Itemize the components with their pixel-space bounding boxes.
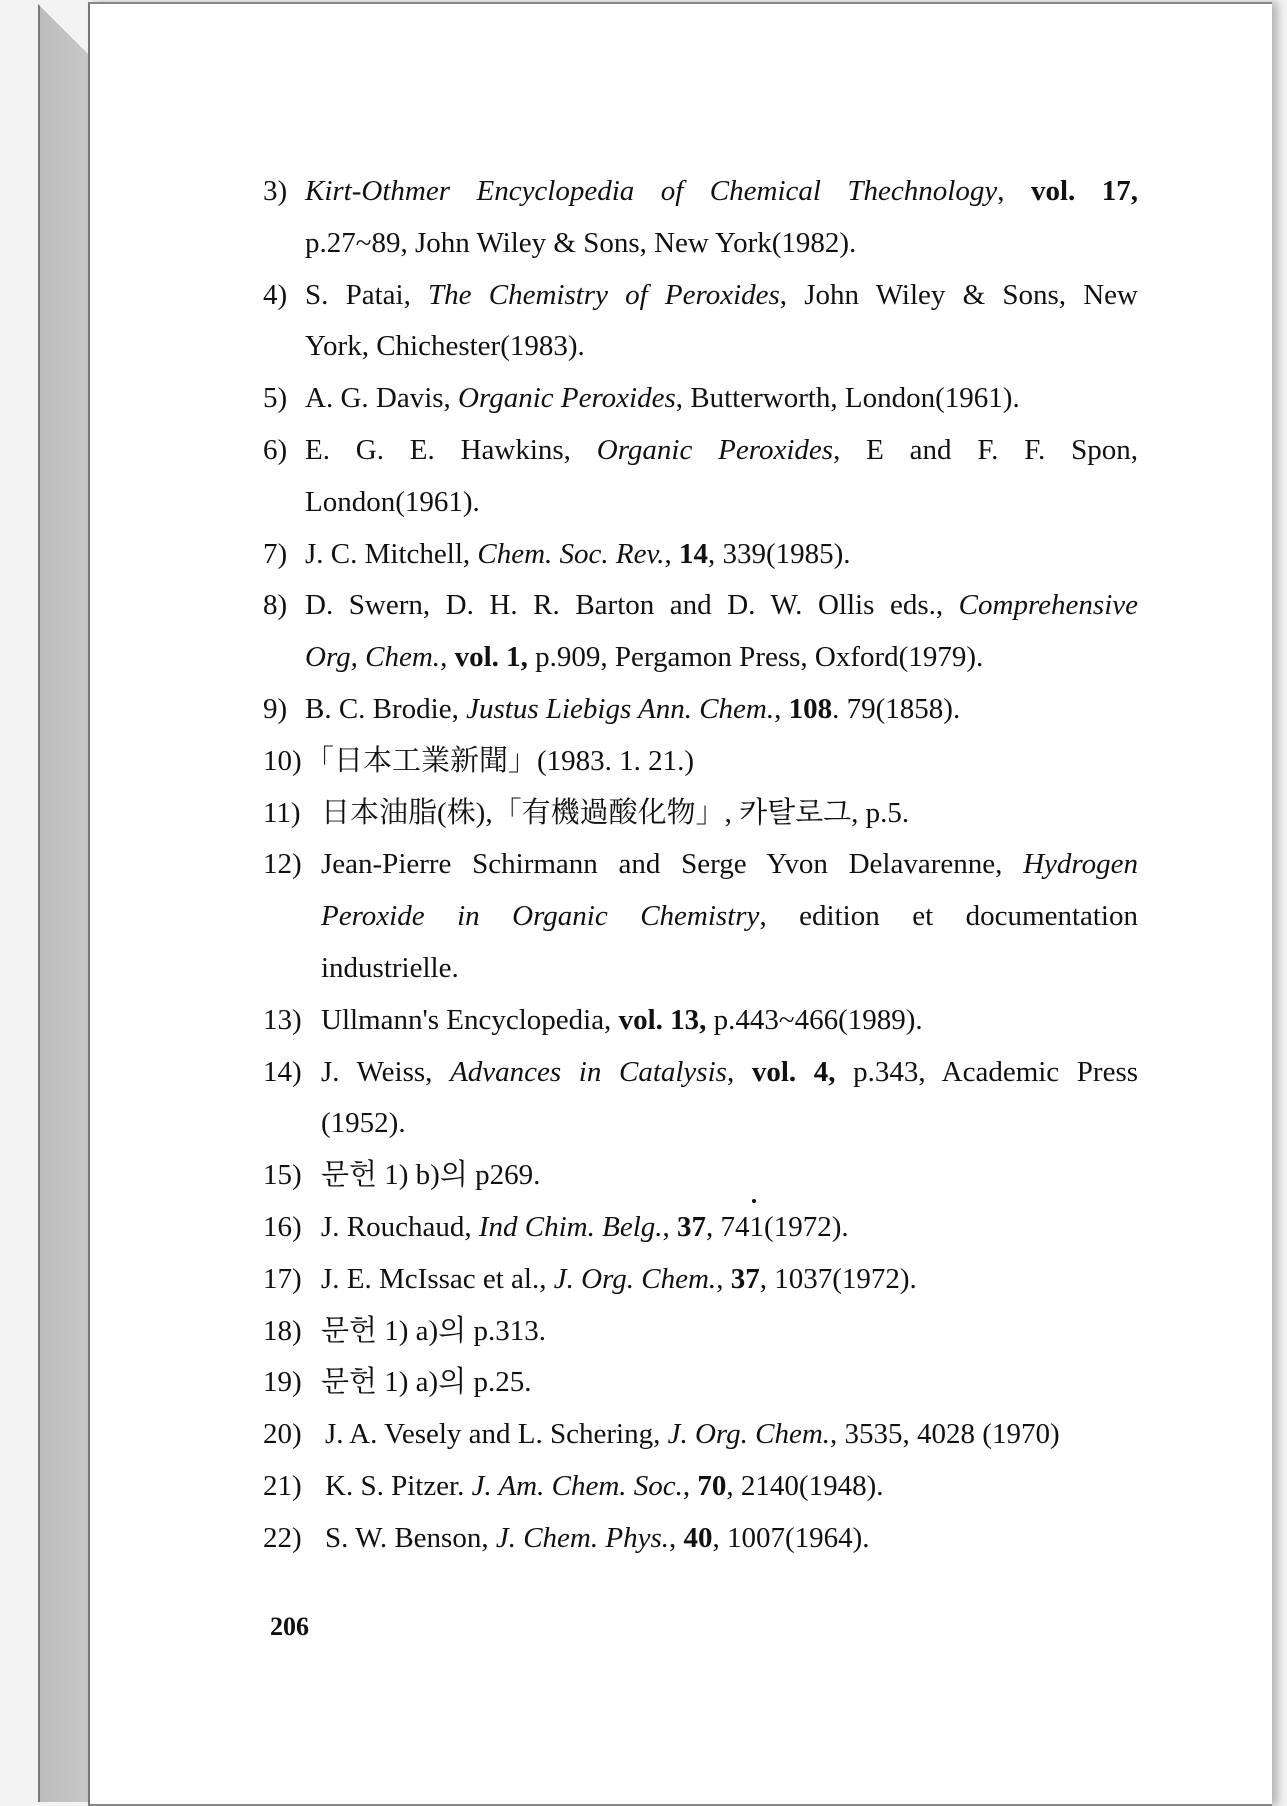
reference-text: , 3535, 4028 (1970) <box>830 1418 1060 1451</box>
reference-text: p.343, Academic Press <box>835 1055 1139 1088</box>
reference-text: J. Rouchaud, <box>321 1210 479 1243</box>
bold-volume: 40 <box>683 1521 713 1554</box>
spine-corner <box>38 4 88 54</box>
reference-number: 15) <box>263 1159 302 1192</box>
reference-line <box>325 1461 1138 1513</box>
reference-number: 12) <box>263 848 302 881</box>
reference-text: S. Patai, <box>305 278 429 311</box>
reference-number: 18) <box>263 1314 302 1347</box>
page-number: 206 <box>270 1612 309 1641</box>
reference-text: (1952). <box>321 1107 406 1140</box>
reference-text: , E and F. F. Spon, <box>833 433 1138 466</box>
reference-number: 9) <box>263 692 288 725</box>
reference-text: , <box>440 641 455 674</box>
reference-line <box>321 1150 1138 1202</box>
reference-item <box>263 839 1138 994</box>
reference-item <box>263 736 1138 788</box>
reference-text: Jean-Pierre Schirmann and Serge Yvon Delavarenne, <box>321 848 1024 881</box>
bold-volume: vol. 4, <box>751 1055 836 1088</box>
italic-title: J. Org. Chem. <box>553 1262 717 1295</box>
reference-text: , <box>664 537 679 570</box>
reference-line <box>321 1357 1138 1409</box>
reference-text: , 1037(1972). <box>759 1262 917 1295</box>
italic-title: The Chemistry of Peroxides <box>428 278 780 311</box>
reference-text: p.909, Pergamon Press, Oxford(1979). <box>527 641 984 674</box>
italic-title: Peroxide in Organic Chemistry <box>321 900 760 933</box>
reference-text: , 339(1985). <box>707 537 851 570</box>
reference-item <box>263 1409 1138 1461</box>
reference-text: , Butterworth, London(1961). <box>675 382 1020 415</box>
italic-title: Comprehensive <box>958 589 1138 622</box>
reference-line <box>305 321 1138 373</box>
reference-text: p.443~466(1989). <box>706 1003 923 1036</box>
reference-item <box>263 1306 1138 1358</box>
reference-number: 19) <box>263 1366 302 1399</box>
reference-line <box>325 1409 1138 1461</box>
italic-title: Chem. Soc. Rev. <box>477 537 665 570</box>
reference-number: 17) <box>263 1262 302 1295</box>
reference-item <box>263 788 1138 840</box>
reference-item <box>263 1150 1138 1202</box>
reference-number: 21) <box>263 1469 302 1502</box>
italic-title: J. Org. Chem. <box>667 1418 831 1451</box>
italic-title: Ind Chim. Belg. <box>478 1210 663 1243</box>
reference-item <box>263 1047 1138 1151</box>
reference-line <box>321 1098 1138 1150</box>
reference-line <box>321 995 1138 1047</box>
reference-text: J. Weiss, <box>321 1055 451 1088</box>
reference-line <box>305 580 1138 632</box>
reference-text: J. E. McIssac et al., <box>321 1262 554 1295</box>
bold-volume: vol. 17, <box>1030 175 1139 207</box>
reference-text: E. G. E. Hawkins, <box>305 433 597 466</box>
reference-text: , <box>668 1521 684 1554</box>
bold-volume: 37 <box>677 1210 707 1243</box>
reference-line <box>321 1202 1138 1254</box>
reference-text: , <box>662 1210 678 1243</box>
reference-line <box>305 373 1138 425</box>
bold-volume: 70 <box>697 1469 727 1502</box>
reference-number: 11) <box>263 796 301 829</box>
reference-text: 「日本工業新聞」(1983. 1. 21.) <box>305 744 695 777</box>
reference-text: 문헌 1) b)의 p269. <box>321 1159 541 1192</box>
italic-title: J. Am. Chem. Soc. <box>471 1469 683 1502</box>
reference-number: 4) <box>263 278 288 311</box>
reference-text: , <box>682 1469 698 1502</box>
reference-item <box>263 270 1138 374</box>
reference-line <box>321 788 1138 840</box>
reference-line <box>305 477 1138 529</box>
bold-volume: 108 <box>788 692 833 725</box>
reference-line <box>325 1513 1138 1565</box>
italic-title: Org, Chem. <box>305 641 441 674</box>
reference-text: D. Swern, D. H. R. Barton and D. W. Ollis eds., <box>305 589 959 622</box>
italic-title: Justus Liebigs Ann. Chem. <box>466 692 775 725</box>
reference-line <box>305 632 1138 684</box>
reference-item <box>263 1357 1138 1409</box>
reference-item <box>263 425 1138 529</box>
reference-number: 5) <box>263 382 288 415</box>
reference-text: York, Chichester(1983). <box>305 330 585 363</box>
reference-text: . 79(1858). <box>832 692 961 725</box>
reference-line <box>305 218 1138 270</box>
reference-line <box>305 425 1138 477</box>
reference-line <box>321 943 1138 995</box>
reference-text: London(1961). <box>305 485 480 518</box>
bold-volume: 37 <box>730 1262 760 1295</box>
reference-text: J. A. Vesely and L. Schering, <box>325 1418 668 1451</box>
bold-volume: 14 <box>678 537 708 570</box>
reference-text: B. C. Brodie, <box>305 692 467 725</box>
bold-volume: vol. 13, <box>618 1003 707 1036</box>
reference-line <box>305 166 1138 218</box>
italic-title: Organic Peroxides <box>596 433 834 466</box>
reference-text: , 741(1972). <box>706 1210 849 1243</box>
reference-item <box>263 580 1138 684</box>
reference-item <box>263 1513 1138 1565</box>
bold-volume: vol. 1, <box>454 641 528 674</box>
reference-text: p.27~89, John Wiley & Sons, New York(1982). <box>305 226 857 259</box>
italic-title: Kirt-Othmer Encyclopedia of Chemical Thechnology <box>305 175 998 207</box>
reference-number: 14) <box>263 1055 302 1088</box>
reference-text: 문헌 1) a)의 p.313. <box>321 1314 546 1347</box>
reference-line <box>321 891 1138 943</box>
reference-line <box>305 270 1138 322</box>
reference-item <box>263 1461 1138 1513</box>
reference-text: industrielle. <box>321 951 459 984</box>
reference-line <box>321 839 1138 891</box>
reference-item <box>263 1254 1138 1306</box>
reference-line <box>321 1047 1138 1099</box>
reference-number: 20) <box>263 1418 302 1451</box>
reference-number: 16) <box>263 1210 302 1243</box>
reference-line <box>305 529 1138 581</box>
reference-text: S. W. Benson, <box>325 1521 496 1554</box>
italic-title: J. Chem. Phys. <box>495 1521 669 1554</box>
reference-line <box>321 1306 1138 1358</box>
reference-text: A. G. Davis, <box>305 382 459 415</box>
reference-text: K. S. Pitzer. <box>325 1469 472 1502</box>
reference-number: 22) <box>263 1521 302 1554</box>
reference-number: 3) <box>263 175 288 207</box>
reference-text: 日本油脂(株),「有機過酸化物」, 카탈로그, p.5. <box>321 796 910 829</box>
reference-text: , <box>716 1262 731 1295</box>
reference-text: J. C. Mitchell, <box>305 537 478 570</box>
reference-text: 문헌 1) a)의 p.25. <box>321 1366 532 1399</box>
reference-text: , 1007(1964). <box>712 1521 870 1554</box>
reference-number: 7) <box>263 537 288 570</box>
italic-title: Advances in Catalysis <box>450 1055 727 1088</box>
reference-number: 13) <box>263 1003 302 1036</box>
reference-number: 8) <box>263 589 288 622</box>
reference-list <box>263 166 1138 1565</box>
reference-text: Ullmann's Encyclopedia, <box>321 1003 619 1036</box>
reference-text: , <box>997 175 1031 207</box>
reference-item <box>263 1202 1138 1254</box>
reference-item <box>263 529 1138 581</box>
reference-line <box>305 736 1138 788</box>
reference-text: , <box>774 692 789 725</box>
reference-line <box>321 1254 1138 1306</box>
reference-item <box>263 684 1138 736</box>
stray-mark <box>752 1199 756 1203</box>
reference-text: , John Wiley & Sons, New <box>779 278 1138 311</box>
reference-text: , 2140(1948). <box>726 1469 884 1502</box>
book-spine <box>38 4 90 1802</box>
reference-item <box>263 373 1138 425</box>
reference-item <box>263 995 1138 1047</box>
italic-title: Organic Peroxides <box>458 382 676 415</box>
italic-title: Hydrogen <box>1023 848 1138 881</box>
reference-text: , <box>726 1055 752 1088</box>
reference-line <box>305 684 1138 736</box>
reference-number: 6) <box>263 433 288 466</box>
reference-text: , edition et documentation <box>759 900 1138 933</box>
reference-item <box>263 166 1138 270</box>
reference-number: 10) <box>263 744 302 777</box>
